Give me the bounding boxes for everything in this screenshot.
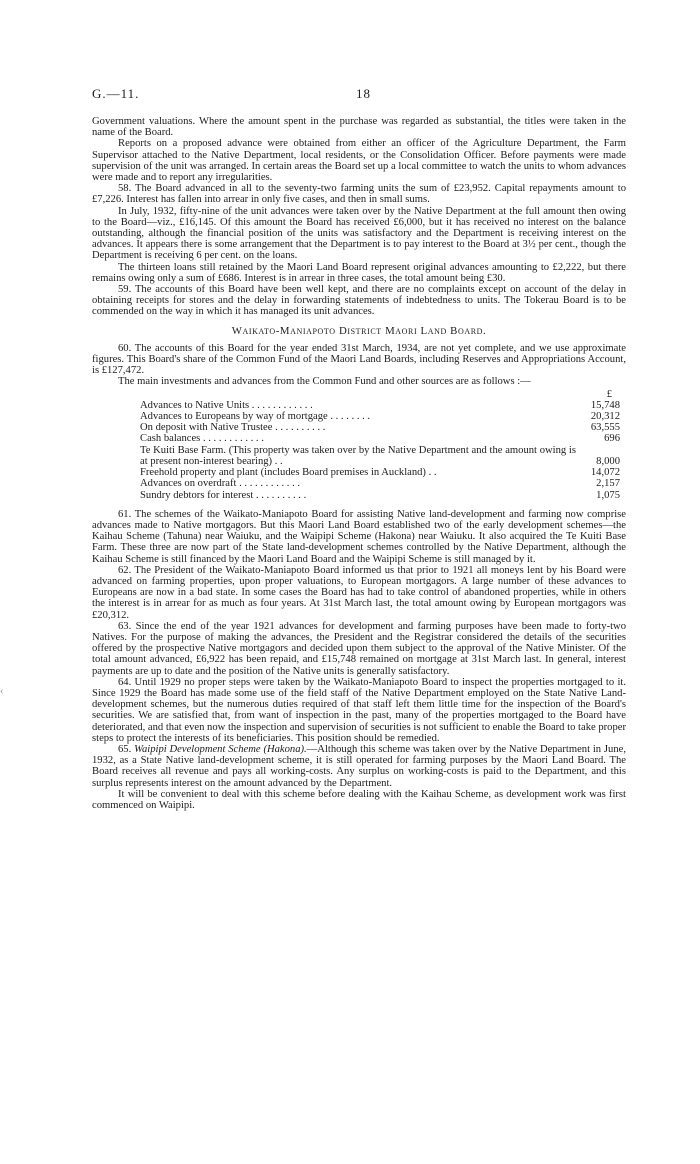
item-amount: 696	[604, 433, 620, 445]
margin-mark: ‹	[0, 686, 4, 697]
paragraph-60: 60. The accounts of this Board for the year ended 31st March, 1934, are not yet complete, and we use approximate figures. This Board's share of the Common Fund of the Maori Land Boards, including Reserves and Appropriations Account, is £127,472.	[92, 342, 626, 377]
paragraph-63: 63. Since the end of the year 1921 advances for development and farming purposes have been made to forty-two Natives. For the purpose of making the advances, the President and the Registrar considered the details of the securities offered by the prospective Native mortgagors and decided upon them subject to the approval of the Native Minister. Of the total amount advanced, £6,922 has been repaid, and £15,748 remained on mortgage at 31st March last. In general, interest payments are up to date and the position of the Native units is generally satisfactory.	[92, 620, 626, 677]
list-item	[140, 433, 620, 444]
report-reference: G.—11.	[92, 86, 140, 101]
item-label: On deposit with Native Trustee . . . . . . . . . .	[140, 422, 326, 434]
item-label: Advances on overdraft . . . . . . . . . . . .	[140, 478, 301, 490]
paragraph: In July, 1932, fifty-nine of the unit advances were taken over by the Native Department at the full amount then owing to the Board—viz., £16,145. Of this amount the Board has received £6,000, but it has received no interest on the balance outstanding, although the financial position of the units was satisfactory and the Department is receiving interest on the advances. It appears there is some arrangement that the Department is to pay interest to the Board at 3½ per cent., though the Department is receiving 6 per cent. on the loans.	[92, 205, 626, 262]
list-item	[140, 478, 620, 489]
item-label: Advances to Native Units . . . . . . . . . . . .	[140, 399, 313, 411]
body-text	[92, 116, 626, 811]
item-amount: 20,312	[590, 411, 620, 423]
paragraph-number: 65.	[118, 743, 132, 755]
paragraph: The main investments and advances from the Common Fund and other sources are as follows :—	[118, 376, 531, 388]
item-label: Freehold property and plant (includes Board premises in Auckland) . .	[140, 467, 437, 479]
list-item	[140, 422, 620, 433]
item-label: Te Kuiti Base Farm. (This property was taken over by the Native Department and the amount owing is at present non-interest bearing) . .	[140, 444, 576, 467]
list-item	[140, 445, 620, 467]
page-number: 18	[356, 86, 371, 101]
item-amount: 2,157	[596, 478, 620, 490]
currency-header: £	[606, 388, 612, 400]
item-amount: 14,072	[590, 467, 620, 479]
paragraph: Reports on a proposed advance were obtained from either an officer of the Agriculture Department, the Farm Supervisor attached to the Native Department, local residents, or the Consolidation Officer. Before payments were made supervision of the unit was arranged. In certain areas the Board set up a local committee to watch the units to whom advances were made and to report any irregularities.	[92, 138, 626, 184]
item-label: Advances to Europeans by way of mortgage . . . . . . . .	[140, 411, 371, 423]
paragraph-59: 59. The accounts of this Board have been well kept, and there are no complaints except on account of the delay in obtaining receipts for stores and the delay in forwarding statements of indebtedness to units. The Tokerau Board is to be commended on the way in which it has managed its unit advances.	[92, 284, 626, 318]
item-amount: 8,000	[596, 455, 620, 467]
list-item	[140, 490, 620, 501]
paragraph-65	[92, 744, 626, 789]
scheme-title: Waipipi Development Scheme (Hakona).	[134, 743, 307, 755]
list-item	[140, 411, 620, 422]
paragraph: It will be convenient to deal with this scheme before dealing with the Kaihau Scheme, as development work was first commenced on Waipipi.	[92, 788, 626, 811]
investments-list	[140, 400, 620, 501]
list-item	[140, 400, 620, 411]
paragraph-64: 64. Until 1929 no proper steps were taken by the Waikato-Maniapoto Board to inspect the properties mortgaged to it. Since 1929 the Board has made some use of the field staff of the Native Department employed on the State Native Land-development schemes, but the numerous duties required of that staff left them little time for the inspection of the Board's securities. We are satisfied that, from want of inspection in the past, many of the properties mortgaged to the Board have deteriorated, and that even now the inspection and supervision of securities is not sufficient to enable the Board to take proper steps to protect the interests of its beneficiaries. This position should be remedied.	[92, 676, 626, 744]
list-item	[140, 467, 620, 478]
paragraph-58: 58. The Board advanced in all to the seventy-two farming units the sum of £23,952. Capital repayments amount to £7,226. Interest has fallen into arrear in only five cases, and then in small sums.	[92, 183, 626, 206]
paragraph-text: —Although this scheme was taken over by the Native Department in June, 1932, as a State Native land-development scheme, it is still operated for farming purposes by the Maori Land Board. The Board receives all revenue and pays all working-costs. Any surplus on working-costs is paid to the Department, and this surplus represents interest on the amount advanced by the Department.	[92, 743, 627, 789]
paragraph-61: 61. The schemes of the Waikato-Maniapoto Board for assisting Native land-development and farming now comprise advances made to Native mortgagors. But this Maori Land Board established two of the early development schemes—the Kaihau Scheme (Tahuna) near Waiuku, and the Waipipi Scheme (Hakona) near Waiuku. It also acquired the Te Kuiti Base Farm. These three are now part of the State land-development schemes controlled by the Native Department, although the Kaihau Scheme is still financed by the Maori Land Board and the Waipipi Scheme is still managed by it.	[92, 508, 626, 565]
item-label: Cash balances . . . . . . . . . . . .	[140, 433, 264, 445]
paragraph-62: 62. The President of the Waikato-Maniapoto Board informed us that prior to 1921 all moneys lent by his Board were advanced on farming properties, upon proper valuations, to European mortgagors. A large number of these advances to Europeans are now in a bad state. In some cases the Board has had to take control of abandoned properties, while in others the interest is in arrear for as much as four years. At 31st March last, the total amount owing by European mortgagors was £20,312.	[92, 564, 626, 621]
paragraph: The thirteen loans still retained by the Maori Land Board represent original advances amounting to £2,222, but there remains owing only a sum of £686. Interest is in arrear in three cases, the total amount being £30.	[92, 261, 626, 284]
paragraph: Government valuations. Where the amount spent in the purchase was regarded as substantial, the titles were taken in the name of the Board.	[92, 116, 626, 139]
page-header	[92, 86, 628, 102]
item-label: Sundry debtors for interest . . . . . . . . . .	[140, 489, 307, 501]
section-heading: Waikato-Maniapoto District Maori Land Board.	[231, 324, 487, 337]
item-amount: 63,555	[590, 422, 620, 434]
item-amount: 15,748	[590, 399, 620, 411]
item-amount: 1,075	[596, 489, 620, 501]
